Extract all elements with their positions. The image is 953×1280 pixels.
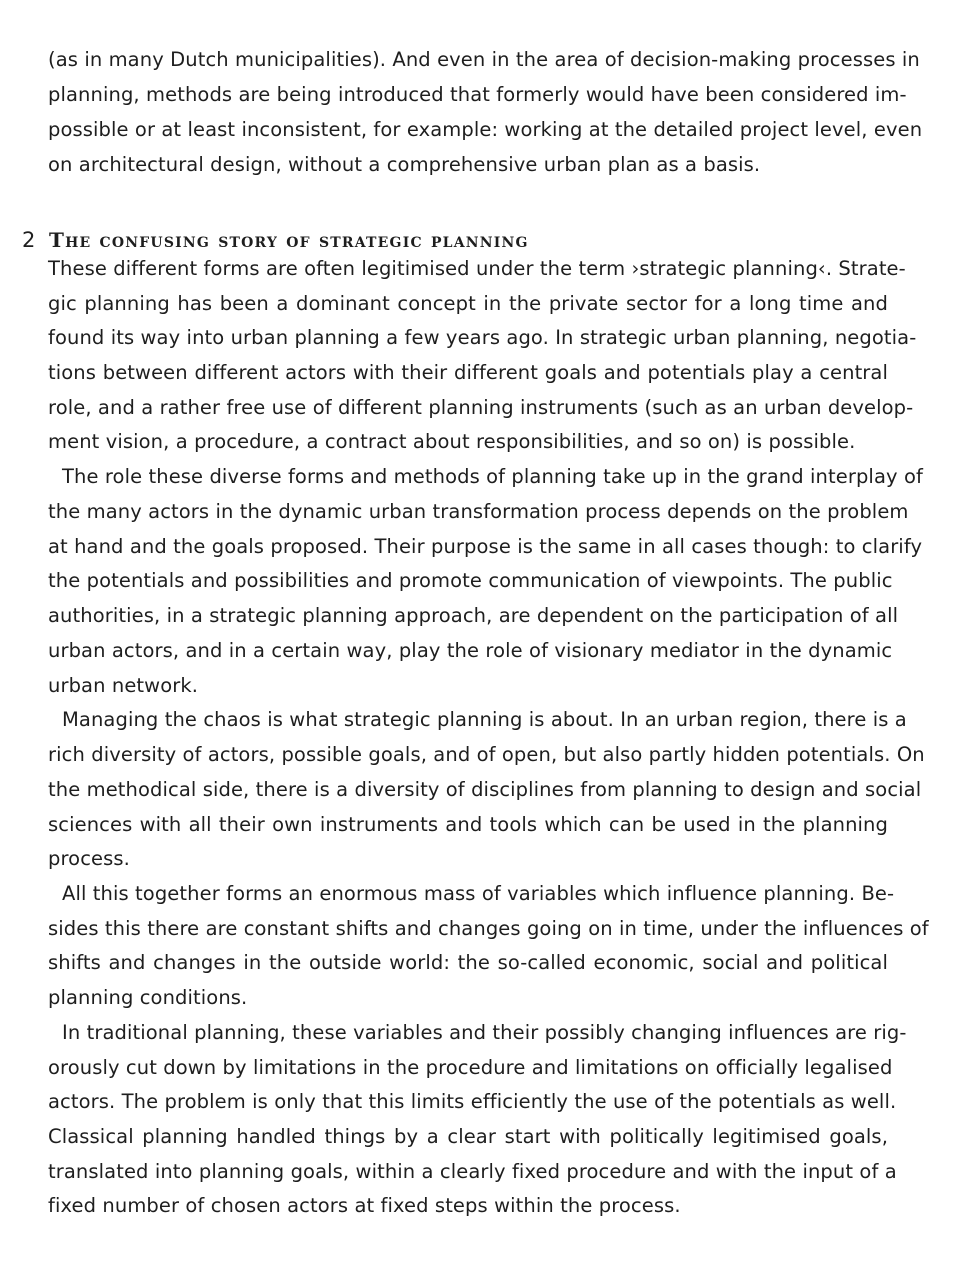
paragraph-line: urban network. [48, 674, 199, 697]
intro-line: possible or at least inconsistent, for example: working at the detailed project level, even [48, 118, 923, 141]
paragraph-line: found its way into urban planning a few years ago. In strategic urban planning, negotia- [48, 326, 917, 349]
paragraph-line: tions between different actors with their different goals and potentials play a central [48, 361, 888, 384]
intro-line: on architectural design, without a comprehensive urban plan as a basis. [48, 153, 761, 176]
paragraph-line: These different forms are often legitimised under the term ›strategic planning‹. Strate- [48, 257, 906, 280]
paragraph-line: planning conditions. [48, 986, 248, 1009]
paragraph-line: Managing the chaos is what strategic planning is about. In an urban region, there is a [62, 708, 907, 731]
paragraph-line: sciences with all their own instruments and tools which can be used in the planning [48, 813, 888, 836]
paragraph-line: gic planning has been a dominant concept in the private sector for a long time and [48, 292, 888, 315]
intro-line: planning, methods are being introduced that formerly would have been considered im- [48, 83, 907, 106]
paragraph-line: the potentials and possibilities and promote communication of viewpoints. The public [48, 569, 893, 592]
paragraph-line: fixed number of chosen actors at fixed steps within the process. [48, 1194, 681, 1217]
paragraph-line: role, and a rather free use of different planning instruments (such as an urban develop- [48, 396, 914, 419]
paragraph-line: sides this there are constant shifts and changes going on in time, under the influences of [48, 917, 929, 940]
paragraph-line: Classical planning handled things by a clear start with politically legitimised goals, [48, 1125, 888, 1148]
intro-line: (as in many Dutch municipalities). And even in the area of decision-making processes in [48, 48, 920, 71]
paragraph-line: ment vision, a procedure, a contract about responsibilities, and so on) is possible. [48, 430, 856, 453]
paragraph-line: All this together forms an enormous mass of variables which influence planning. Be- [62, 882, 895, 905]
paragraph-line: The role these diverse forms and methods of planning take up in the grand interplay of [62, 465, 923, 488]
section-title: The confusing story of strategic planning [49, 228, 529, 252]
section-number: 2 [22, 228, 36, 252]
paragraph-line: at hand and the goals proposed. Their purpose is the same in all cases though: to clarify [48, 535, 923, 558]
paragraph-line: actors. The problem is only that this limits efficiently the use of the potentials as well. [48, 1090, 897, 1113]
paragraph-line: orously cut down by limitations in the procedure and limitations on officially legalised [48, 1056, 893, 1079]
paragraph-line: shifts and changes in the outside world: the so-called economic, social and political [48, 951, 888, 974]
paragraph-line: rich diversity of actors, possible goals, and of open, but also partly hidden potentials. On [48, 743, 925, 766]
paragraph-line: translated into planning goals, within a clearly fixed procedure and with the input of a [48, 1160, 897, 1183]
paragraph-line: authorities, in a strategic planning approach, are dependent on the participation of all [48, 604, 899, 627]
paragraph-line: urban actors, and in a certain way, play the role of visionary mediator in the dynamic [48, 639, 893, 662]
paragraph-line: the many actors in the dynamic urban transformation process depends on the problem [48, 500, 909, 523]
paragraph-line: process. [48, 847, 130, 870]
paragraph-line: In traditional planning, these variables and their possibly changing influences are rig- [62, 1021, 907, 1044]
paragraph-line: the methodical side, there is a diversity of disciplines from planning to design and social [48, 778, 922, 801]
